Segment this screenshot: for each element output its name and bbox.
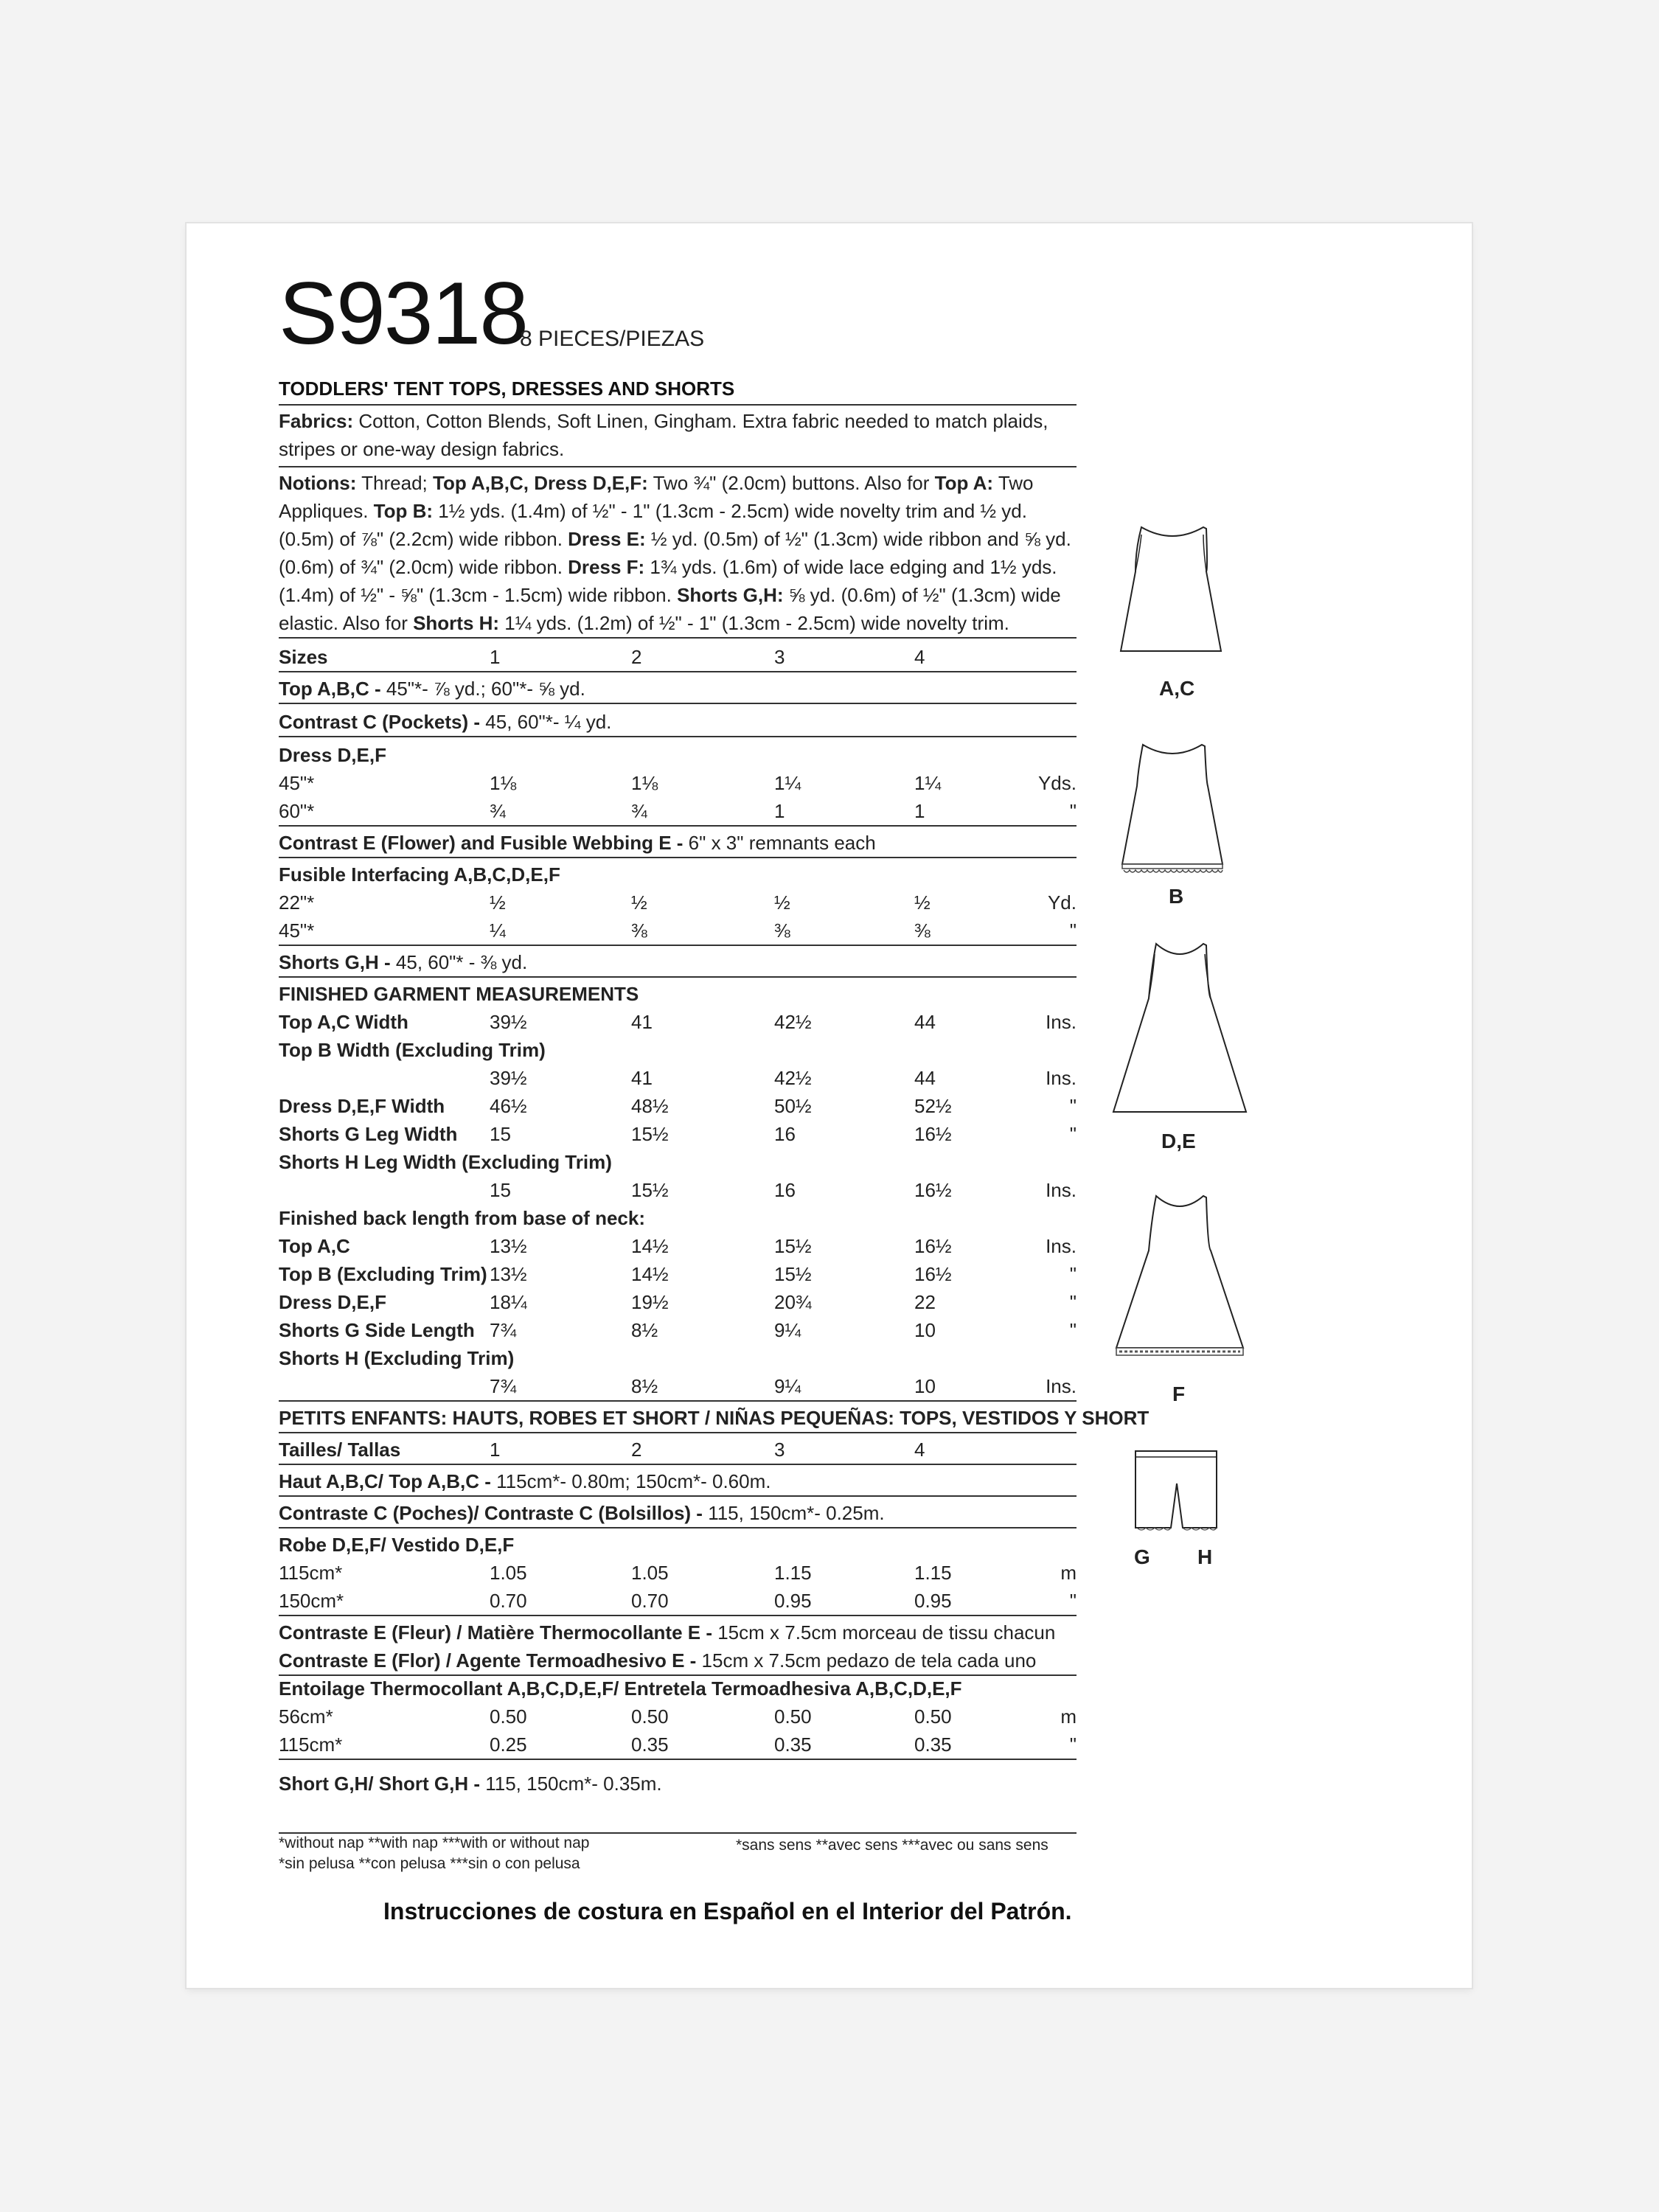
table-row bbox=[279, 643, 1077, 671]
row-label-cell bbox=[279, 1436, 400, 1464]
shorts-gh-illustration bbox=[1128, 1445, 1224, 1537]
row-label: Finished back length from base of neck: bbox=[279, 1207, 645, 1229]
row-label: Shorts G,H - bbox=[279, 951, 391, 973]
size-cell: ½ bbox=[914, 891, 931, 914]
table-row bbox=[279, 675, 1077, 703]
size-cell: 3 bbox=[774, 1439, 785, 1461]
table-row bbox=[279, 1344, 1077, 1372]
unit-cell: Ins. bbox=[1046, 1375, 1077, 1397]
size-cell: 15½ bbox=[774, 1235, 812, 1257]
size-cell: 14½ bbox=[631, 1263, 669, 1285]
size-cell: ½ bbox=[490, 891, 506, 914]
size-cell: 18¼ bbox=[490, 1291, 527, 1313]
table-row bbox=[279, 1092, 1077, 1120]
piece-count: 8 PIECES/PIEZAS bbox=[520, 327, 705, 351]
size-cell: 39½ bbox=[490, 1011, 527, 1033]
row-label-cell bbox=[279, 1344, 514, 1372]
row-label: Shorts G Leg Width bbox=[279, 1123, 458, 1145]
row-text: 115cm*- 0.80m; 150cm*- 0.60m. bbox=[490, 1470, 771, 1492]
size-cell: 0.25 bbox=[490, 1733, 527, 1756]
table-row bbox=[279, 1008, 1077, 1036]
size-cell: 0.70 bbox=[490, 1590, 527, 1612]
divider bbox=[279, 404, 1077, 406]
row-text: 45, 60"* - ⅜ yd. bbox=[390, 951, 528, 973]
divider bbox=[279, 857, 1077, 858]
size-cell: 41 bbox=[631, 1067, 653, 1089]
notions-segment: Shorts G,H: bbox=[677, 584, 784, 606]
unit-cell: " bbox=[1069, 1095, 1077, 1117]
size-cell: 15½ bbox=[631, 1123, 669, 1145]
size-cell: 1.05 bbox=[490, 1562, 527, 1584]
size-cell: 0.50 bbox=[914, 1705, 952, 1728]
row-label-cell bbox=[279, 1499, 885, 1527]
table-row bbox=[279, 1646, 1077, 1674]
unit-cell: m bbox=[1060, 1562, 1077, 1584]
row-label: Dress D,E,F bbox=[279, 744, 386, 766]
row-label-cell bbox=[279, 1404, 1149, 1432]
divider bbox=[279, 945, 1077, 946]
table-row bbox=[279, 1064, 1077, 1092]
size-cell: 44 bbox=[914, 1011, 936, 1033]
row-label-cell bbox=[279, 1120, 457, 1148]
divider bbox=[279, 1759, 1077, 1760]
size-cell: 16½ bbox=[914, 1263, 952, 1285]
divider bbox=[279, 1527, 1077, 1528]
size-cell: 3 bbox=[774, 646, 785, 668]
size-cell: 0.95 bbox=[914, 1590, 952, 1612]
size-cell: 52½ bbox=[914, 1095, 952, 1117]
unit-cell: " bbox=[1069, 919, 1077, 942]
size-cell: 0.95 bbox=[774, 1590, 812, 1612]
table-row bbox=[279, 1531, 1077, 1559]
row-label: Haut A,B,C/ Top A,B,C - bbox=[279, 1470, 491, 1492]
row-label-cell bbox=[279, 1148, 612, 1176]
row-text: 15cm x 7.5cm morceau de tissu chacun bbox=[712, 1621, 1056, 1644]
table-row bbox=[279, 860, 1077, 888]
notions-segment: Top B: bbox=[373, 500, 434, 522]
table-row bbox=[279, 769, 1077, 797]
size-cell: 1 bbox=[490, 646, 501, 668]
notions-segment: Top A: bbox=[934, 472, 994, 494]
table-row bbox=[279, 1404, 1150, 1432]
row-label: Shorts G Side Length bbox=[279, 1319, 475, 1341]
table-row bbox=[279, 980, 1077, 1008]
table-row bbox=[279, 1372, 1077, 1400]
pattern-title: TODDLERS' TENT TOPS, DRESSES AND SHORTS bbox=[279, 378, 735, 400]
row-label-cell bbox=[279, 1204, 645, 1232]
row-label-cell bbox=[279, 1288, 386, 1316]
divider bbox=[279, 637, 1077, 639]
row-label-cell bbox=[279, 1646, 1036, 1674]
table-row bbox=[279, 1770, 1077, 1798]
row-label-cell: 115cm* bbox=[279, 1562, 343, 1584]
size-cell: 1⅛ bbox=[631, 772, 658, 794]
divider bbox=[279, 466, 1077, 467]
notions-segment: 1½ yds. (1.4m) of ½" - 1" (1.3cm - 2.5cm) wide novelty trim and ½ yd. (0.5m) of ⅞" (2.2cm) wide ribbon. bbox=[279, 500, 1027, 550]
size-cell: 0.35 bbox=[774, 1733, 812, 1756]
divider bbox=[279, 1615, 1077, 1616]
row-label: Shorts H Leg Width (Excluding Trim) bbox=[279, 1151, 612, 1173]
table-row bbox=[279, 917, 1077, 945]
size-cell: 15½ bbox=[774, 1263, 812, 1285]
size-cell: 4 bbox=[914, 646, 925, 668]
size-cell: 1¼ bbox=[914, 772, 942, 794]
size-cell: 13½ bbox=[490, 1263, 527, 1285]
row-text: 6" x 3" remnants each bbox=[683, 832, 876, 854]
size-cell: 1 bbox=[774, 800, 785, 822]
unit-cell: " bbox=[1069, 1263, 1077, 1285]
row-text: 115, 150cm*- 0.35m. bbox=[480, 1773, 662, 1795]
size-cell: 8½ bbox=[631, 1319, 658, 1341]
row-label: Short G,H/ Short G,H - bbox=[279, 1773, 480, 1795]
table-row bbox=[279, 1587, 1077, 1615]
row-label-cell bbox=[279, 948, 527, 976]
size-cell: 20¾ bbox=[774, 1291, 812, 1313]
row-label: Contraste E (Fleur) / Matière Thermocollante E - bbox=[279, 1621, 712, 1644]
size-cell: 0.35 bbox=[914, 1733, 952, 1756]
size-cell: 42½ bbox=[774, 1067, 812, 1089]
row-label-cell bbox=[279, 1618, 1055, 1646]
row-label-cell bbox=[279, 675, 585, 703]
divider bbox=[279, 1400, 1077, 1402]
row-label-cell bbox=[279, 1531, 514, 1559]
size-cell: 1 bbox=[914, 800, 925, 822]
label-h: H bbox=[1197, 1545, 1213, 1568]
table-row bbox=[279, 1148, 1077, 1176]
size-cell: 9¼ bbox=[774, 1375, 801, 1397]
label-b: B bbox=[1169, 885, 1184, 908]
size-cell: 2 bbox=[631, 1439, 642, 1461]
row-label-cell bbox=[279, 643, 328, 671]
notions-segment: 1¼ yds. (1.2m) of ½" - 1" (1.3cm - 2.5cm) wide novelty trim. bbox=[499, 612, 1009, 634]
size-cell: 1⅛ bbox=[490, 772, 517, 794]
footnote-french: *sans sens **avec sens ***avec ou sans sens bbox=[736, 1837, 1048, 1854]
size-cell: 9¼ bbox=[774, 1319, 801, 1341]
row-text: 115, 150cm*- 0.25m. bbox=[702, 1502, 885, 1524]
notions-segment: Shorts H: bbox=[413, 612, 500, 634]
footnote-english: *without nap **with nap ***with or without nap bbox=[279, 1834, 590, 1851]
table-row bbox=[279, 708, 1077, 736]
notions-segment: ½ yd. (0.5m) of ½" (1.3cm) wide ribbon and ⅝ yd. (0.6m) of ¾" (2.0cm) wide ribbon. bbox=[279, 528, 1071, 578]
unit-cell: " bbox=[1069, 1291, 1077, 1313]
size-cell: 1.15 bbox=[914, 1562, 952, 1584]
size-cell: 1.15 bbox=[774, 1562, 812, 1584]
notions-segment: Thread; bbox=[356, 472, 434, 494]
row-label: Tailles/ Tallas bbox=[279, 1439, 401, 1461]
table-row bbox=[279, 1232, 1077, 1260]
table-row bbox=[279, 1467, 1077, 1495]
notions-segment: Top A,B,C, Dress D,E,F: bbox=[433, 472, 648, 494]
size-cell: 41 bbox=[631, 1011, 653, 1033]
size-cell: 2 bbox=[631, 646, 642, 668]
notions-segment: Dress F: bbox=[568, 556, 645, 578]
notions-segment: ⅝ yd. (0.6m) of ½" (1.3cm) wide elastic. Also for bbox=[279, 584, 1061, 634]
divider bbox=[279, 1495, 1077, 1497]
table-row bbox=[279, 1036, 1077, 1064]
notions-segment: Notions: bbox=[279, 472, 357, 494]
size-cell: 0.35 bbox=[631, 1733, 669, 1756]
divider bbox=[279, 1432, 1077, 1433]
row-label: FINISHED GARMENT MEASUREMENTS bbox=[279, 983, 639, 1005]
row-label: Fusible Interfacing A,B,C,D,E,F bbox=[279, 863, 560, 886]
size-cell: 19½ bbox=[631, 1291, 669, 1313]
row-label-cell: 150cm* bbox=[279, 1590, 344, 1612]
size-cell: 50½ bbox=[774, 1095, 812, 1117]
divider bbox=[279, 671, 1077, 672]
size-cell: 13½ bbox=[490, 1235, 527, 1257]
table-row bbox=[279, 797, 1077, 825]
size-cell: 1.05 bbox=[631, 1562, 669, 1584]
table-row bbox=[279, 948, 1077, 976]
row-text: 45, 60"*- ¼ yd. bbox=[480, 711, 612, 733]
size-cell: 16 bbox=[774, 1179, 796, 1201]
size-cell: ⅜ bbox=[914, 919, 931, 942]
size-cell: 16½ bbox=[914, 1123, 952, 1145]
fabrics-label: Fabrics: bbox=[279, 410, 354, 432]
row-label: Dress D,E,F Width bbox=[279, 1095, 445, 1117]
table-row bbox=[279, 1316, 1077, 1344]
row-label-cell: 45"* bbox=[279, 919, 315, 942]
size-cell: 0.70 bbox=[631, 1590, 669, 1612]
dress-f-illustration bbox=[1106, 1189, 1253, 1373]
size-cell: ¾ bbox=[490, 800, 506, 822]
size-cell: ½ bbox=[631, 891, 647, 914]
table-row bbox=[279, 1674, 1077, 1703]
size-cell: ½ bbox=[774, 891, 790, 914]
size-cell: 10 bbox=[914, 1319, 936, 1341]
divider bbox=[279, 736, 1077, 737]
row-label-cell bbox=[279, 708, 611, 736]
row-text: 15cm x 7.5cm pedazo de tela cada uno bbox=[696, 1649, 1037, 1672]
row-label-cell bbox=[279, 1092, 445, 1120]
fabrics-text: Cotton, Cotton Blends, Soft Linen, Gingham. Extra fabric needed to match plaids, stripes or one-way design fabrics. bbox=[279, 410, 1048, 460]
unit-cell: Yds. bbox=[1037, 772, 1077, 794]
notions-segment: Two ¾" (2.0cm) buttons. Also for bbox=[647, 472, 935, 494]
row-label-cell bbox=[279, 1008, 408, 1036]
unit-cell: Yd. bbox=[1047, 891, 1077, 914]
row-label-cell bbox=[279, 741, 386, 769]
notions-segment: Two Appliques. bbox=[279, 472, 1034, 522]
table-row bbox=[279, 1120, 1077, 1148]
row-label-cell bbox=[279, 980, 639, 1008]
notions-segment: Dress E: bbox=[568, 528, 646, 550]
row-label: Top A,C bbox=[279, 1235, 350, 1257]
table-row bbox=[279, 829, 1077, 857]
size-cell: 16½ bbox=[914, 1235, 952, 1257]
row-label: Top B Width (Excluding Trim) bbox=[279, 1039, 546, 1061]
divider bbox=[279, 703, 1077, 704]
row-label: Sizes bbox=[279, 646, 328, 668]
divider bbox=[279, 976, 1077, 978]
unit-cell: " bbox=[1069, 1733, 1077, 1756]
row-label: Contraste E (Flor) / Agente Termoadhesivo E - bbox=[279, 1649, 697, 1672]
size-cell: 48½ bbox=[631, 1095, 669, 1117]
table-row bbox=[279, 888, 1077, 917]
divider bbox=[279, 1832, 1077, 1834]
size-cell: 4 bbox=[914, 1439, 925, 1461]
row-label-cell: 60"* bbox=[279, 800, 315, 822]
unit-cell: Ins. bbox=[1046, 1235, 1077, 1257]
row-label: Dress D,E,F bbox=[279, 1291, 386, 1313]
top-ac-illustration bbox=[1113, 520, 1231, 660]
row-label: Contrast E (Flower) and Fusible Webbing E - bbox=[279, 832, 684, 854]
row-label: Robe D,E,F/ Vestido D,E,F bbox=[279, 1534, 515, 1556]
size-cell: ⅜ bbox=[631, 919, 647, 942]
row-label-cell: 115cm* bbox=[279, 1733, 343, 1756]
size-cell: 1¼ bbox=[774, 772, 801, 794]
row-label-cell bbox=[279, 1770, 662, 1798]
size-cell: 14½ bbox=[631, 1235, 669, 1257]
row-text: 45"*- ⅞ yd.; 60"*- ⅝ yd. bbox=[380, 678, 585, 700]
spanish-instructions-note: Instrucciones de costura en Español en el Interior del Patrón. bbox=[383, 1898, 1072, 1924]
dress-de-illustration bbox=[1106, 936, 1253, 1128]
table-row bbox=[279, 1436, 1077, 1464]
row-label-cell bbox=[279, 1232, 350, 1260]
size-cell: ¼ bbox=[490, 919, 506, 942]
unit-cell: m bbox=[1060, 1705, 1077, 1728]
row-label: Top A,C Width bbox=[279, 1011, 408, 1033]
table-row bbox=[279, 1731, 1077, 1759]
table-row bbox=[279, 1618, 1077, 1646]
row-label-cell bbox=[279, 829, 876, 857]
unit-cell: " bbox=[1069, 800, 1077, 822]
table-row bbox=[279, 1499, 1077, 1527]
size-cell: 15 bbox=[490, 1179, 511, 1201]
table-row bbox=[279, 1559, 1077, 1587]
size-cell: 15½ bbox=[631, 1179, 669, 1201]
size-cell: 0.50 bbox=[631, 1705, 669, 1728]
row-label-cell bbox=[279, 1260, 487, 1288]
row-label-cell: 45"* bbox=[279, 772, 315, 794]
row-label: Contrast C (Pockets) - bbox=[279, 711, 481, 733]
size-cell: 15 bbox=[490, 1123, 511, 1145]
size-cell: 7¾ bbox=[490, 1319, 517, 1341]
size-cell: 7¾ bbox=[490, 1375, 517, 1397]
footnote-spanish: *sin pelusa **con pelusa ***sin o con pelusa bbox=[279, 1855, 580, 1872]
size-cell: 16 bbox=[774, 1123, 796, 1145]
fabrics-section bbox=[279, 407, 1077, 463]
unit-cell: " bbox=[1069, 1123, 1077, 1145]
size-cell: 8½ bbox=[631, 1375, 658, 1397]
row-label-cell bbox=[279, 1316, 475, 1344]
size-cell: 1 bbox=[490, 1439, 501, 1461]
row-label-cell bbox=[279, 860, 560, 888]
label-de: D,E bbox=[1161, 1130, 1196, 1152]
row-label-cell: 56cm* bbox=[279, 1705, 333, 1728]
unit-cell: Ins. bbox=[1046, 1179, 1077, 1201]
pattern-number: S9318 bbox=[279, 264, 527, 363]
row-label: Entoilage Thermocollant A,B,C,D,E,F/ Entretela Termoadhesiva A,B,C,D,E,F bbox=[279, 1677, 962, 1700]
row-label-cell bbox=[279, 1467, 771, 1495]
notions-segment: 1¾ yds. (1.6m) of wide lace edging and 1½ yds. (1.4m) of ½" - ⅝" (1.3cm - 1.5cm) wide ribbon. bbox=[279, 556, 1057, 606]
label-g: G bbox=[1134, 1545, 1150, 1568]
row-label: Shorts H (Excluding Trim) bbox=[279, 1347, 515, 1369]
size-cell: 44 bbox=[914, 1067, 936, 1089]
row-label: Top A,B,C - bbox=[279, 678, 381, 700]
top-b-illustration bbox=[1113, 737, 1231, 877]
table-row bbox=[279, 1703, 1077, 1731]
size-cell: ⅜ bbox=[774, 919, 790, 942]
unit-cell: " bbox=[1069, 1319, 1077, 1341]
table-row bbox=[279, 741, 1077, 769]
row-label-cell bbox=[279, 1036, 546, 1064]
divider bbox=[279, 1464, 1077, 1465]
row-label: Contraste C (Poches)/ Contraste C (Bolsillos) - bbox=[279, 1502, 703, 1524]
divider bbox=[279, 825, 1077, 827]
size-cell: 10 bbox=[914, 1375, 936, 1397]
notions-section bbox=[279, 469, 1077, 637]
row-label-cell bbox=[279, 1674, 962, 1703]
table-row bbox=[279, 1176, 1077, 1204]
size-cell: 22 bbox=[914, 1291, 936, 1313]
row-label-cell: 22"* bbox=[279, 891, 315, 914]
row-label: PETITS ENFANTS: HAUTS, ROBES ET SHORT / NIÑAS PEQUEÑAS: TOPS, VESTIDOS Y SHORT bbox=[279, 1407, 1150, 1429]
table-row bbox=[279, 1204, 1077, 1232]
row-label: Top B (Excluding Trim) bbox=[279, 1263, 487, 1285]
size-cell: 0.50 bbox=[774, 1705, 812, 1728]
size-cell: 39½ bbox=[490, 1067, 527, 1089]
size-cell: 16½ bbox=[914, 1179, 952, 1201]
size-cell: 0.50 bbox=[490, 1705, 527, 1728]
unit-cell: " bbox=[1069, 1590, 1077, 1612]
unit-cell: Ins. bbox=[1046, 1011, 1077, 1033]
size-cell: ¾ bbox=[631, 800, 647, 822]
label-ac: A,C bbox=[1159, 677, 1195, 700]
label-f: F bbox=[1172, 1382, 1186, 1405]
size-cell: 46½ bbox=[490, 1095, 527, 1117]
unit-cell: Ins. bbox=[1046, 1067, 1077, 1089]
table-row bbox=[279, 1288, 1077, 1316]
table-row bbox=[279, 1260, 1077, 1288]
size-cell: 42½ bbox=[774, 1011, 812, 1033]
